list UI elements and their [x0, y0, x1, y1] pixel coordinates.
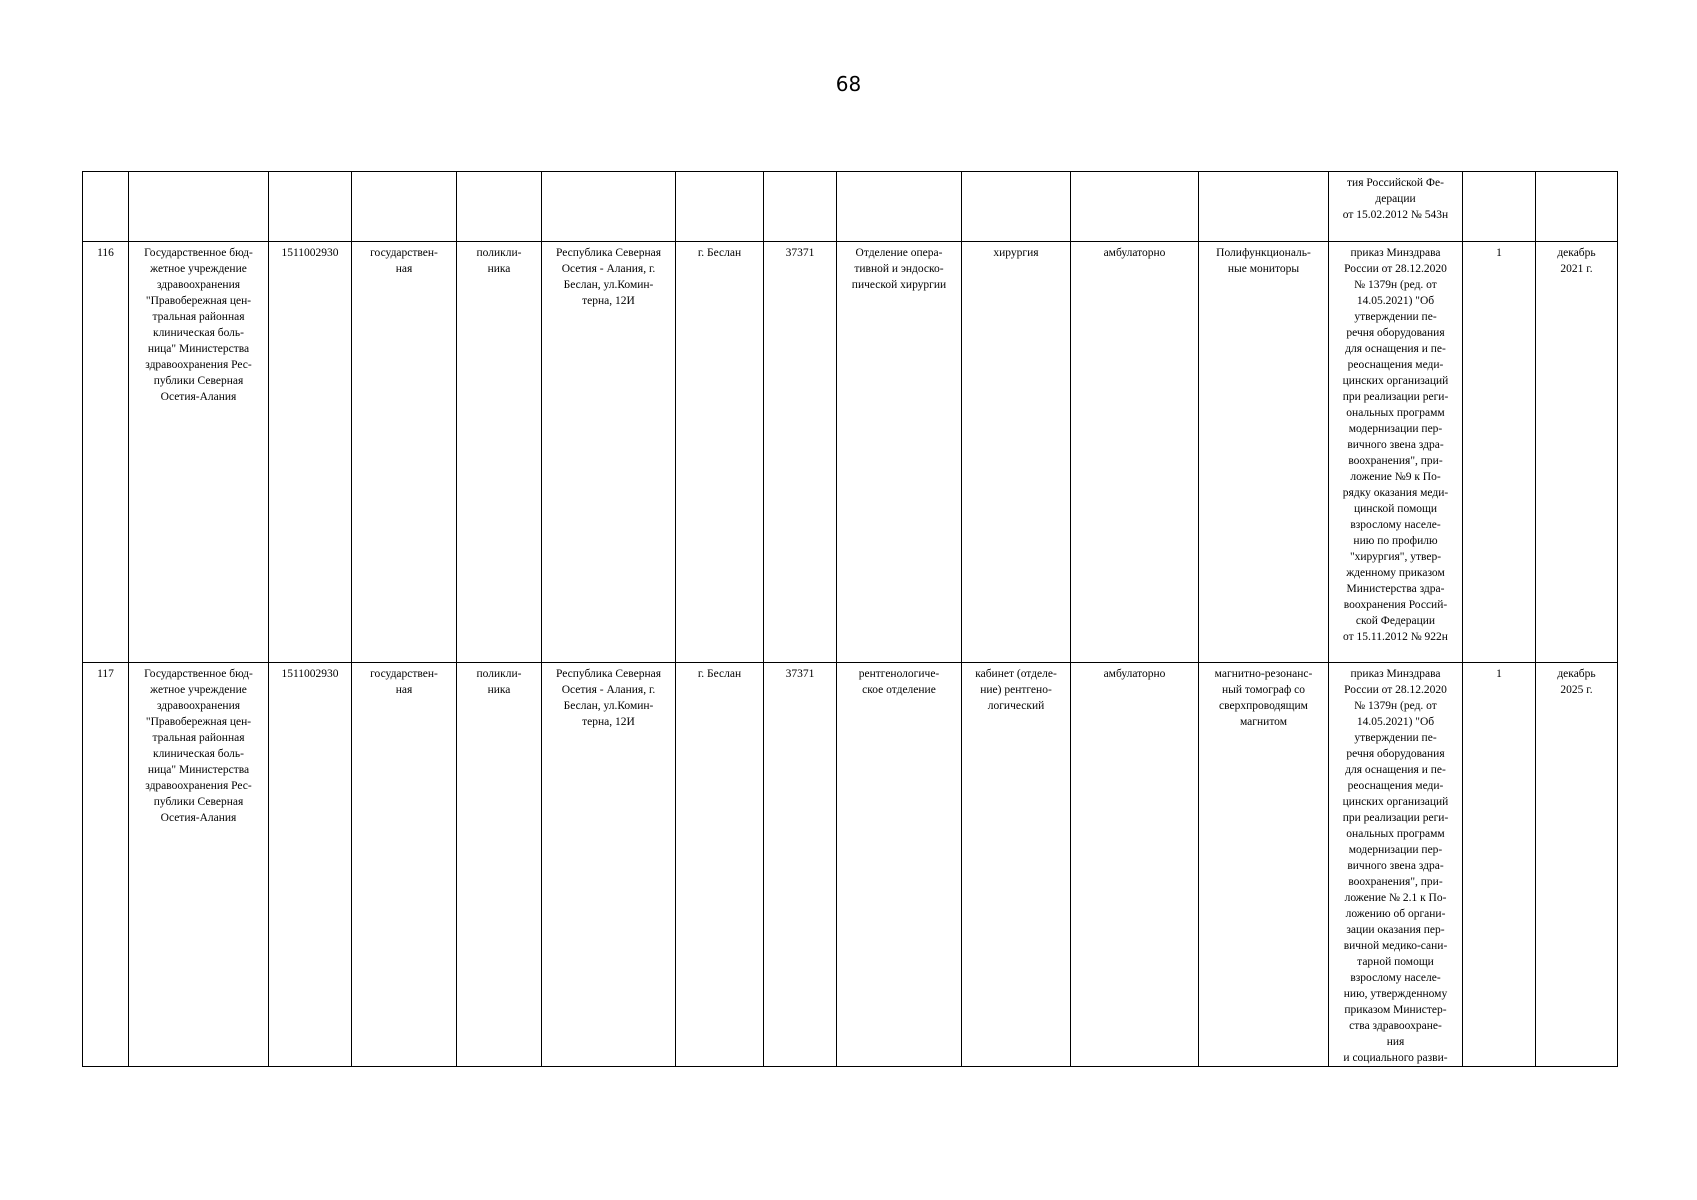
table-cell: [1463, 172, 1536, 242]
equipment-table: [82, 171, 1618, 1067]
table-cell: [542, 172, 676, 242]
legal-basis-cell: приказ Минздрава России от 28.12.2020 № 1379н (ред. от 14.05.2021) "Об утверждении пе- речня оборудования для оснащения и пе- реоснащения меди- цинских организаций при реализации реги- ональных программ модернизации пер- вичного звена здра- воохранения", при- ложение №9 к По- рядку оказания меди- цинской помощи взрослому населе- нию по профилю "хирургия", утвер- жденному приказом Министерства здра- воохранения Россий- ской Федерации от 15.11.2012 № 922н: [1329, 242, 1463, 663]
table-cell: [1199, 172, 1329, 242]
table-cell: [676, 172, 764, 242]
row-number-cell: 116: [83, 242, 129, 663]
table-cell: [83, 172, 129, 242]
profile-cell: хирургия: [962, 242, 1071, 663]
facility-type-cell: поликли- ника: [457, 242, 542, 663]
table-row-continuation: [83, 172, 1618, 242]
organization-name-cell: Государственное бюд- жетное учреждение здравоохранения "Правобережная цен- тральная районная клиническая боль- ница" Министерства здравоохранения Рес- публики Северная Осетия-Алания: [129, 242, 269, 663]
equipment-cell: магнитно-резонанс- ный томограф со сверхпроводящим магнитом: [1199, 663, 1329, 1067]
table-cell: [1536, 172, 1618, 242]
care-conditions-cell: амбулаторно: [1071, 663, 1199, 1067]
table-row: [83, 242, 1618, 663]
department-cell: Отделение опера- тивной и эндоско- пической хирургии: [837, 242, 962, 663]
profile-cell: кабинет (отделе- ние) рентгено- логический: [962, 663, 1071, 1067]
locality-cell: г. Беслан: [676, 663, 764, 1067]
inn-cell: 1511002930: [269, 663, 352, 1067]
table-cell: [1071, 172, 1199, 242]
table-cell: [962, 172, 1071, 242]
inn-cell: 1511002930: [269, 242, 352, 663]
page-number: 68: [835, 72, 862, 96]
department-cell: рентгенологиче- ское отделение: [837, 663, 962, 1067]
equipment-cell: Полифункциональ- ные мониторы: [1199, 242, 1329, 663]
organization-name-cell: Государственное бюд- жетное учреждение здравоохранения "Правобережная цен- тральная районная клиническая боль- ница" Министерства здравоохранения Рес- публики Северная Осетия-Алания: [129, 663, 269, 1067]
table-cell: [837, 172, 962, 242]
code-cell: 37371: [764, 663, 837, 1067]
table-cell: [764, 172, 837, 242]
quantity-cell: 1: [1463, 663, 1536, 1067]
table-row: [83, 663, 1618, 1067]
legal-basis-cell: тия Российской Фе- дерации от 15.02.2012 № 543н: [1329, 172, 1463, 242]
quantity-cell: 1: [1463, 242, 1536, 663]
legal-basis-cell: приказ Минздрава России от 28.12.2020 № 1379н (ред. от 14.05.2021) "Об утверждении пе- речня оборудования для оснащения и пе- реоснащения меди- цинских организаций при реализации реги- ональных программ модернизации пер- вичного звена здра- воохранения", при- ложение № 2.1 к По- ложению об органи- зации оказания пер- вичной медико-сани- тарной помощи взрослому населе- нию, утвержденному приказом Министер- ства здравоохране- ния и социального разви-: [1329, 663, 1463, 1067]
ownership-cell: государствен- ная: [352, 663, 457, 1067]
address-cell: Республика Северная Осетия - Алания, г. Беслан, ул.Комин- терна, 12И: [542, 242, 676, 663]
table-cell: [352, 172, 457, 242]
facility-type-cell: поликли- ника: [457, 663, 542, 1067]
deadline-cell: декабрь 2021 г.: [1536, 242, 1618, 663]
table-cell: [129, 172, 269, 242]
care-conditions-cell: амбулаторно: [1071, 242, 1199, 663]
locality-cell: г. Беслан: [676, 242, 764, 663]
deadline-cell: декабрь 2025 г.: [1536, 663, 1618, 1067]
address-cell: Республика Северная Осетия - Алания, г. Беслан, ул.Комин- терна, 12И: [542, 663, 676, 1067]
code-cell: 37371: [764, 242, 837, 663]
row-number-cell: 117: [83, 663, 129, 1067]
table-cell: [457, 172, 542, 242]
table-cell: [269, 172, 352, 242]
ownership-cell: государствен- ная: [352, 242, 457, 663]
